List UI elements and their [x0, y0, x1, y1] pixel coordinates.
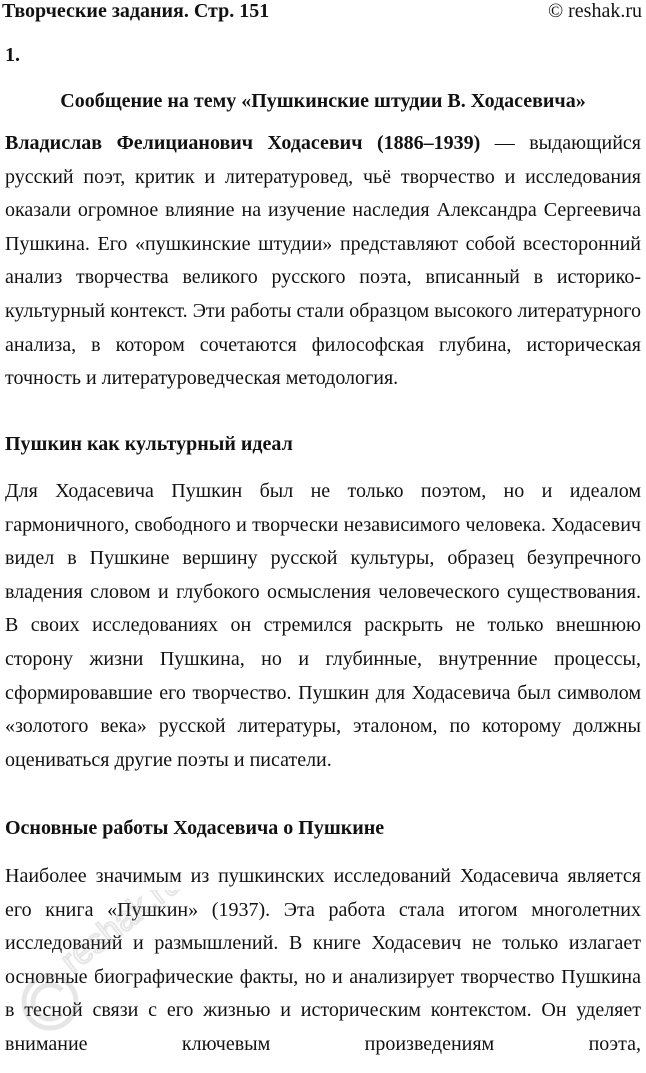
header-title: Творческие задания. Стр. 151 [2, 0, 270, 22]
intro-paragraph [5, 127, 641, 396]
section-paragraph-ideal: Для Ходасевича Пушкин был не только поэтом, но и идеалом гармоничного, свободного и творчески независимого человека. Ходасевич видел в Пушкине вершину русской культуры, образец безупречного владения словом и глубокого осмысления человеческого существования. В своих исследованиях он стремился раскрыть не только внешнюю сторону жизни Пушкина, но и глубинные, внутренние процессы, сформировавшие его творчество. Пушкин для Ходасевича был символом «золотого века» русской литературы, эталоном, по которому должны оцениваться другие поэты и писатели. [5, 480, 641, 771]
section-paragraph-works: Наиболее значимым из пушкинских исследований Ходасевича является его книга «Пушкин» (1937). Эта работа стала итогом многолетних исследований и размышлений. В книге Ходасевич не только излагает основные биографические факты, но и анализирует творчество Пушкина в тесной связи с его жизнью и историческим контекстом. Он уделяет внимание ключевым произведениям поэта, [5, 865, 641, 1055]
page-header [2, 0, 642, 26]
author-name: Владислав Фелицианович Ходасевич (1886–1939) [5, 132, 481, 154]
section-heading-ideal: Пушкин как культурный идеал [5, 433, 293, 455]
header-site[interactable]: © reshak.ru [547, 0, 642, 22]
section-heading-works: Основные работы Ходасевича о Пушкине [5, 817, 385, 839]
intro-text: — выдающийся русский поэт, критик и литературовед, чьё творчество и исследования оказали огромное влияние на изучение наследия Александра Сергеевича Пушкина. Его «пушкинские штудии» представляют собой всесторонний анализ творчества великого русского поэта, вписанный в историко-культурный контекст. Эти работы стали образцом высокого литературного анализа, в котором сочетаются философская глубина, историческая точность и литературоведческая методология. [5, 132, 641, 390]
watermark-text: reshak.ru [53, 890, 189, 981]
essay-title: Сообщение на тему «Пушкинские штудии В. Ходасевича» [60, 90, 586, 112]
task-number: 1. [5, 44, 20, 66]
